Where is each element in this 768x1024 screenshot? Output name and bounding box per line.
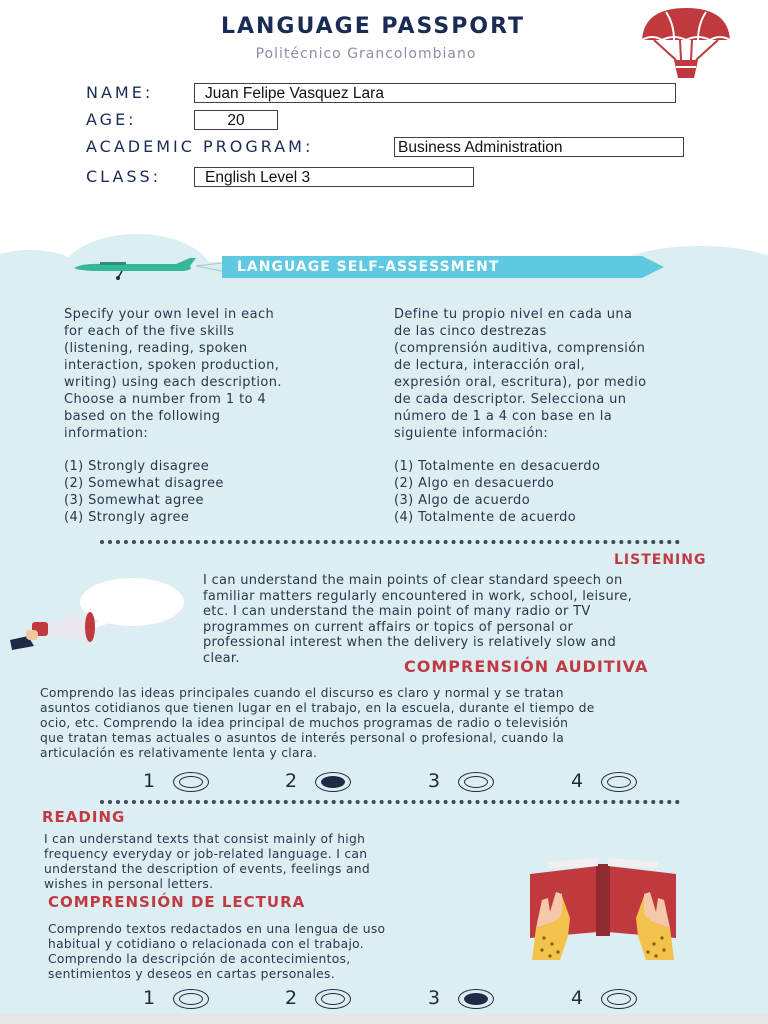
reading-option-1[interactable] [173,989,209,1009]
age-field[interactable]: 20 [194,110,278,130]
text-line: based on the following [64,409,221,424]
section-divider [100,800,680,804]
text-line: Specify your own level in each [64,307,275,322]
text-line: etc. I can understand the main point of many radio or TV [203,604,591,619]
page-bottom-edge [0,1014,768,1024]
scale-item-es: (3) Algo de acuerdo [394,493,531,508]
text-line: asuntos cotidianos que tienen lugar en el trabajo, en la escuela, durante el tiempo de [40,701,595,715]
comprension-lectura-title: COMPRENSIÓN DE LECTURA [48,893,306,911]
text-line: Comprendo las ideas principales cuando el discurso es claro y normal y se tratan [40,686,564,700]
text-line: I can understand the main points of clear standard speech on [203,573,623,588]
scale-item-es: (4) Totalmente de acuerdo [394,510,577,525]
rating-number: 4 [571,987,584,1009]
airplane-icon [72,256,224,280]
scale-item-en: (1) Strongly disagree [64,459,210,474]
text-line: professional interest when the delivery is relatively slow and [203,635,617,650]
text-line: de lectura, interacción oral, [394,358,586,373]
text-line: Choose a number from 1 to 4 [64,392,267,407]
class-field[interactable]: English Level 3 [194,167,474,187]
text-line: Define tu propio nivel en cada una [394,307,633,322]
reading-option-3[interactable] [458,989,494,1009]
page-title: LANGUAGE PASSPORT [220,14,526,39]
text-line: habitual y cotidiano o relacionada con el trabajo. [48,937,364,951]
age-label: AGE: [86,110,137,129]
reading-option-4[interactable] [601,989,637,1009]
text-line: I can understand texts that consist mainly of high [44,832,366,846]
text-line: de cada descriptor. Selecciona un [394,392,627,407]
reading-option-2[interactable] [315,989,351,1009]
text-line: expresión oral, escritura), por medio [394,375,647,390]
text-line: interaction, spoken production, [64,358,280,373]
text-line: wishes in personal letters. [44,877,214,891]
text-line: de las cinco destrezas [394,324,547,339]
institution-subtitle: Politécnico Grancolombiano [255,46,477,62]
text-line: número de 1 a 4 con base en la [394,409,613,424]
banner-arrow-tip [642,256,664,278]
listening-option-4[interactable] [601,772,637,792]
listening-option-2[interactable] [315,772,351,792]
class-label: CLASS: [86,167,162,186]
program-field[interactable]: Business Administration [394,137,684,157]
rating-number: 3 [428,987,441,1009]
reading-title: READING [42,808,126,826]
text-line: Comprendo la descripción de acontecimientos, [48,952,351,966]
text-line: Comprendo textos redactados en una lengua de uso [48,922,386,936]
scale-item-en: (4) Strongly agree [64,510,190,525]
parachute-icon [636,6,736,82]
name-label: NAME: [86,83,154,102]
rating-number: 4 [571,770,584,792]
section-divider [100,540,680,544]
rating-number: 3 [428,770,441,792]
text-line: writing) using each description. [64,375,282,390]
self-assessment-banner: LANGUAGE SELF-ASSESSMENT [222,256,642,278]
scale-item-en: (2) Somewhat disagree [64,476,224,491]
scale-item-es: (1) Totalmente en desacuerdo [394,459,601,474]
rating-number: 1 [143,987,156,1009]
open-book-icon [528,856,678,962]
instructions-es [394,306,764,442]
name-field[interactable]: Juan Felipe Vasquez Lara [194,83,676,103]
text-line: clear. [203,650,240,666]
comprension-auditiva-title: COMPRENSIÓN AUDITIVA [404,657,649,676]
program-label: ACADEMIC PROGRAM: [86,137,314,156]
text-line: (comprensión auditiva, comprensión [394,341,646,356]
text-line: siguiente información: [394,426,549,441]
rating-number: 2 [285,987,298,1009]
reading-text-es [48,922,488,982]
rating-number: 1 [143,770,156,792]
text-line: que tratan temas actuales o asuntos de interés personal o profesional, cuando la [40,731,565,745]
listening-option-1[interactable] [173,772,209,792]
rating-number: 2 [285,770,298,792]
text-line: sentimientos y deseos en cartas personales. [48,967,335,981]
scale-item-en: (3) Somewhat agree [64,493,204,508]
listening-option-3[interactable] [458,772,494,792]
megaphone-icon [8,576,198,656]
text-line: for each of the five skills [64,324,235,339]
text-line: programmes on current affairs or topics of personal or [203,619,574,635]
listening-text-en [203,573,763,666]
text-line: ocio, etc. Comprendo la idea principal de muchos programas de radio o televisión [40,716,569,730]
text-line: (listening, reading, spoken [64,341,248,356]
listening-text-es [40,686,765,761]
text-line: familiar matters regularly encountered in work, school, leisure, [203,588,633,604]
listening-title: LISTENING [614,552,707,568]
text-line: frequency everyday or job-related language. I can [44,847,368,861]
instructions-en [64,306,384,442]
text-line: understand the description of events, feelings and [44,862,371,876]
text-line: articulación es relativamente lenta y clara. [40,746,318,760]
scale-item-es: (2) Algo en desacuerdo [394,476,555,491]
reading-text-en [44,832,484,892]
text-line: information: [64,426,149,441]
